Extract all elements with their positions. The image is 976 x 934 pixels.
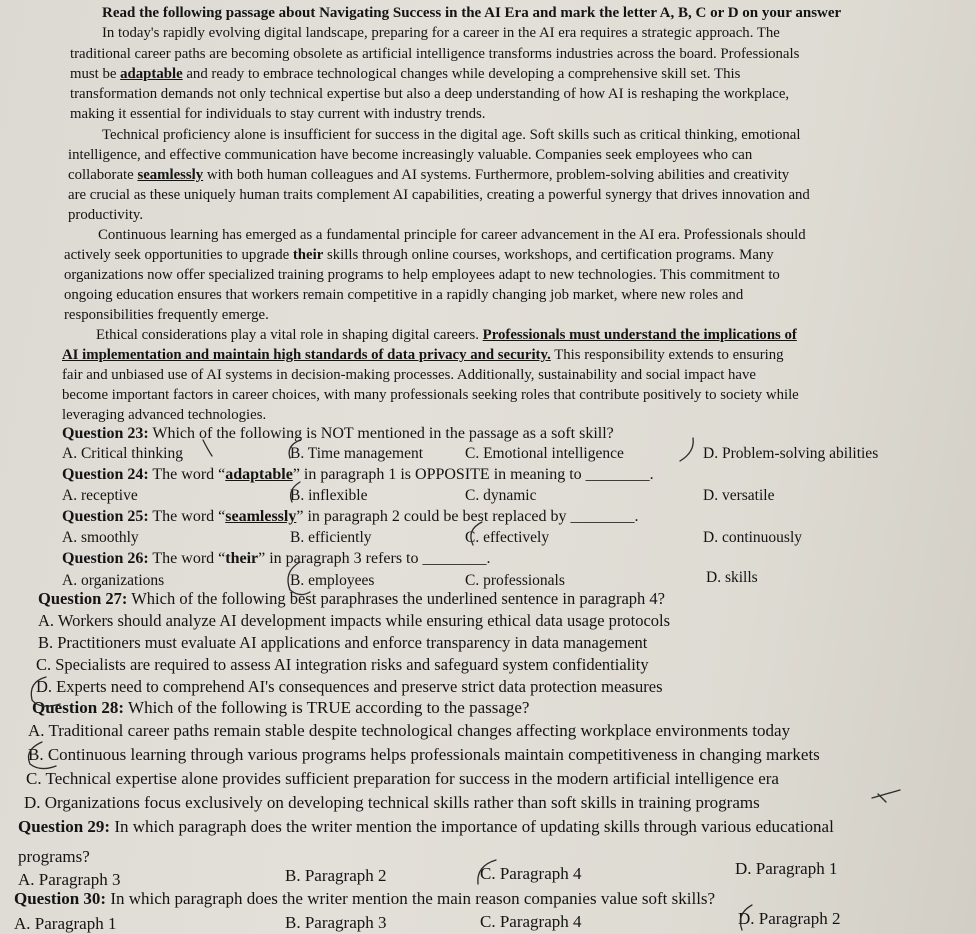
q26-option-a[interactable]: A. organizations	[62, 572, 165, 589]
q23-option-c[interactable]: C. Emotional intelligence	[465, 445, 624, 462]
p3-line-5: responsibilities frequently emerge.	[64, 307, 269, 323]
q27-option-d[interactable]: D. Experts need to comprehend AI's consequences and preserve strict data protection measures	[36, 677, 663, 696]
instruction: Read the following passage about Navigating Success in the AI Era and mark the letter A, B, C or D on your answer	[102, 5, 842, 21]
word-adaptable: adaptable	[120, 66, 183, 82]
question-26-stem: Question 26: The word “their” in paragraph 3 refers to ________.	[62, 550, 491, 567]
p1-line-4: transformation demands not only technical expertise but also a deep understanding of how AI is reshaping the workplace,	[70, 86, 790, 102]
question-25-stem: Question 25: The word “seamlessly” in paragraph 2 could be best replaced by ________.	[62, 508, 639, 525]
p2-line-2: intelligence, and effective communication have become increasingly valuable. Companies seek employees who can	[68, 147, 753, 163]
p1-line-5: making it essential for individuals to stay current with industry trends.	[70, 106, 486, 122]
p2-line-5: productivity.	[68, 207, 144, 223]
q30-option-a[interactable]: A. Paragraph 1	[14, 914, 117, 933]
question-27-stem: Question 27: Which of the following best paraphrases the underlined sentence in paragraph 4?	[38, 589, 665, 608]
word-seamlessly: seamlessly	[137, 167, 204, 183]
q30-option-b[interactable]: B. Paragraph 3	[285, 913, 387, 932]
q29-option-b[interactable]: B. Paragraph 2	[285, 866, 387, 885]
question-30-stem: Question 30: In which paragraph does the writer mention the main reason companies value soft skills?	[14, 889, 716, 908]
p2-line-4: are crucial as these uniquely human traits complement AI capabilities, creating a powerful synergy that drives innovation and	[68, 187, 810, 203]
q23-option-d[interactable]: D. Problem-solving abilities	[703, 445, 879, 462]
question-24-stem: Question 24: The word “adaptable” in paragraph 1 is OPPOSITE in meaning to ________.	[62, 466, 654, 483]
p3-line-1: Continuous learning has emerged as a fundamental principle for career advancement in the AI era. Professionals should	[98, 227, 806, 243]
question-28-stem: Question 28: Which of the following is TRUE according to the passage?	[32, 698, 530, 717]
underlined-sentence-part-2: AI implementation and maintain high standards of data privacy and security.	[62, 347, 551, 363]
p1-line-2: traditional career paths are becoming obsolete as artificial intelligence transforms industries across the board. Professionals	[70, 46, 800, 62]
q27-option-c[interactable]: C. Specialists are required to assess AI integration risks and safeguard system confidentiality	[36, 655, 649, 674]
p2-line-1: Technical proficiency alone is insufficient for success in the digital age. Soft skills such as critical thinking, emotional	[102, 127, 801, 143]
question-29-stem-cont: programs?	[18, 847, 90, 866]
q23-option-b[interactable]: B. Time management	[290, 445, 424, 462]
q25-option-a[interactable]: A. smoothly	[62, 529, 139, 546]
p1-line-3: must be adaptable and ready to embrace technological changes while developing a comprehensive skill set. This	[70, 66, 741, 82]
q25-option-b[interactable]: B. efficiently	[290, 529, 372, 546]
p1-line-1: In today's rapidly evolving digital landscape, preparing for a career in the AI era requires a strategic approach. The	[102, 25, 780, 41]
q30-option-c[interactable]: C. Paragraph 4	[480, 912, 582, 931]
q28-option-a[interactable]: A. Traditional career paths remain stable despite technological changes affecting workplace environments today	[28, 721, 791, 740]
p4-line-2: AI implementation and maintain high standards of data privacy and security. This responsibility extends to ensuring	[62, 347, 784, 363]
p3-line-3: organizations now offer specialized training programs to help employees adapt to new technologies. This commitment to	[64, 267, 780, 283]
q27-option-b[interactable]: B. Practitioners must evaluate AI applications and enforce transparency in data management	[38, 633, 648, 652]
word-their: their	[292, 247, 324, 263]
q28-option-b[interactable]: B. Continuous learning through various programs helps professionals maintain competitiveness in changing markets	[28, 745, 820, 764]
q29-option-a[interactable]: A. Paragraph 3	[18, 870, 121, 889]
question-29-stem: Question 29: In which paragraph does the writer mention the importance of updating skills through various educational	[18, 817, 834, 836]
q27-option-a[interactable]: A. Workers should analyze AI development impacts while ensuring ethical data usage protocols	[38, 611, 671, 630]
q23-option-a[interactable]: A. Critical thinking	[62, 445, 183, 462]
q29-option-d[interactable]: D. Paragraph 1	[735, 859, 838, 878]
p2-line-3: collaborate seamlessly with both human colleagues and AI systems. Furthermore, problem-solving abilities and creativity	[68, 167, 790, 183]
q25-option-c[interactable]: C. effectively	[465, 529, 550, 546]
p4-line-5: leveraging advanced technologies.	[62, 407, 267, 423]
q26-option-b[interactable]: B. employees	[290, 572, 375, 589]
p3-line-2: actively seek opportunities to upgrade their skills through online courses, workshops, and certification programs. Many	[64, 247, 774, 263]
question-23-stem: Question 23: Which of the following is NOT mentioned in the passage as a soft skill?	[62, 425, 614, 442]
q28-option-c[interactable]: C. Technical expertise alone provides sufficient preparation for success in the modern artificial intelligence era	[26, 769, 779, 788]
underlined-sentence-part-1: Professionals must understand the implications of	[482, 327, 797, 343]
q28-option-d[interactable]: D. Organizations focus exclusively on developing technical skills rather than soft skills in training programs	[24, 793, 760, 812]
p3-line-4: ongoing education ensures that workers remain competitive in a rapidly changing job market, where new roles and	[64, 287, 744, 303]
p4-line-4: become important factors in career choices, with many professionals seeking roles that contribute positively to society while	[62, 387, 799, 403]
q26-option-d[interactable]: D. skills	[706, 569, 758, 586]
q24-option-c[interactable]: C. dynamic	[465, 487, 537, 504]
p4-line-1: Ethical considerations play a vital role in shaping digital careers. Professionals must understand the implications of	[96, 327, 797, 343]
q30-option-d[interactable]: D. Paragraph 2	[738, 909, 841, 928]
q26-option-c[interactable]: C. professionals	[465, 572, 565, 589]
q29-option-c[interactable]: C. Paragraph 4	[480, 864, 582, 883]
q25-option-d[interactable]: D. continuously	[703, 529, 803, 546]
q24-option-b[interactable]: B. inflexible	[290, 487, 368, 504]
q24-option-a[interactable]: A. receptive	[62, 487, 138, 504]
q24-option-d[interactable]: D. versatile	[703, 487, 775, 504]
p4-line-3: fair and unbiased use of AI systems in decision-making processes. Additionally, sustainability and social impact have	[62, 367, 756, 383]
